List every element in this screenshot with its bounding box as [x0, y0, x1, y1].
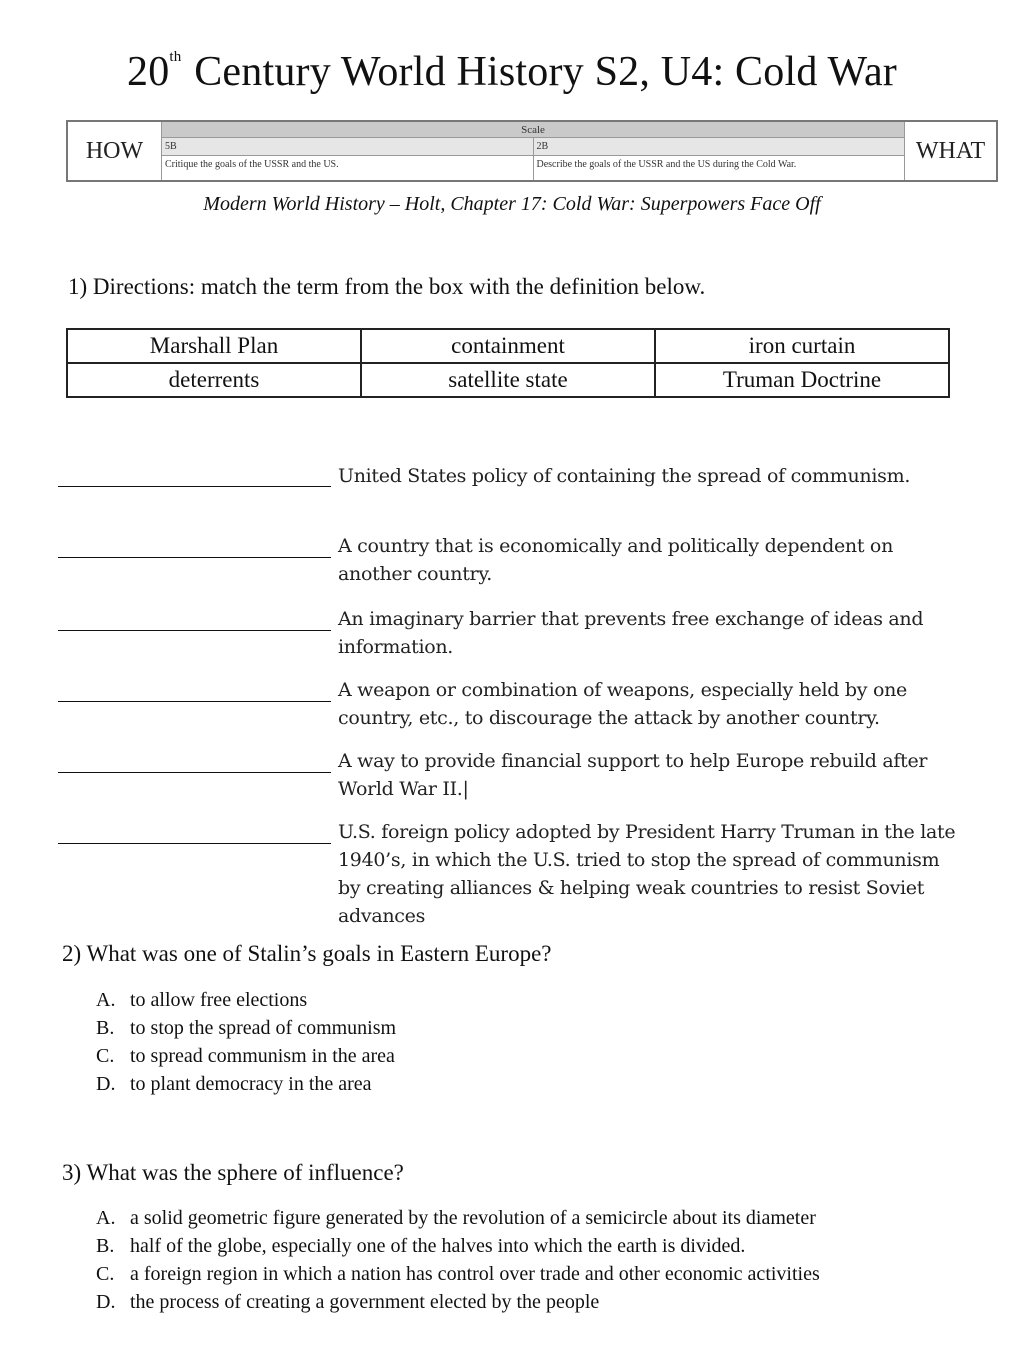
- definition-text: A weapon or combination of weapons, especially held by one country, etc., to discourage the attack by another country.: [338, 679, 907, 729]
- term-cell: Marshall Plan: [67, 329, 361, 363]
- answer-blank[interactable]: [58, 843, 331, 844]
- term-cell: deterrents: [67, 363, 361, 397]
- page-title: [0, 48, 1024, 96]
- choice-letter: C.: [96, 1263, 115, 1285]
- choice-item[interactable]: [96, 1014, 396, 1042]
- choice-item[interactable]: [96, 1070, 396, 1098]
- choice-item[interactable]: [96, 1042, 396, 1070]
- definition-text: U.S. foreign policy adopted by President Harry Truman in the late 1940’s, in which the U.S. tried to stop the spread of communism by creating alliances & helping weak countries to resist Soviet advances: [338, 821, 956, 927]
- scale-codes-row: [162, 138, 904, 156]
- scale-descriptions-row: [162, 156, 904, 180]
- question-choices: [96, 986, 396, 1098]
- question-choices: [96, 1204, 820, 1316]
- scale-code: 2B: [533, 138, 905, 155]
- choice-item[interactable]: [96, 986, 396, 1014]
- answer-blank[interactable]: [58, 486, 331, 487]
- source-citation: Modern World History – Holt, Chapter 17: Cold War: Superpowers Face Off: [203, 193, 821, 215]
- scale-description: Critique the goals of the USSR and the US.: [165, 159, 339, 170]
- definition-text: A country that is economically and politically dependent on another country.: [338, 535, 894, 585]
- choice-text: to spread communism in the area: [130, 1045, 395, 1067]
- scale-description: Describe the goals of the USSR and the US during the Cold War.: [533, 156, 905, 180]
- scale-table: [66, 120, 998, 182]
- choice-letter: D.: [96, 1073, 116, 1095]
- definition-text: An imaginary barrier that prevents free exchange of ideas and information.: [338, 608, 924, 658]
- choice-item[interactable]: [96, 1260, 820, 1288]
- choice-item[interactable]: [96, 1232, 820, 1260]
- choice-letter: D.: [96, 1291, 116, 1313]
- title-text: Century World History S2, U4: Cold War: [183, 49, 897, 95]
- question-prompt: 3) What was the sphere of influence?: [62, 1160, 404, 1185]
- choice-text: to plant democracy in the area: [130, 1073, 372, 1095]
- answer-blank[interactable]: [58, 772, 331, 773]
- section1-directions: 1) Directions: match the term from the box with the definition below.: [68, 274, 706, 299]
- choice-text: half of the globe, especially one of the halves into which the earth is divided.: [130, 1235, 746, 1257]
- title-superscript: th: [169, 49, 182, 65]
- term-cell: containment: [361, 329, 655, 363]
- choice-letter: A.: [96, 1207, 116, 1229]
- term-cell: Truman Doctrine: [655, 363, 949, 397]
- choice-text: to stop the spread of communism: [130, 1017, 397, 1039]
- scale-what-label: WHAT: [915, 137, 986, 164]
- choice-text: a foreign region in which a nation has control over trade and other economic activities: [130, 1263, 820, 1285]
- term-box: [66, 328, 950, 398]
- choice-letter: B.: [96, 1017, 115, 1039]
- choice-text: to allow free elections: [130, 989, 308, 1011]
- term-row: [67, 329, 949, 363]
- term-cell: satellite state: [361, 363, 655, 397]
- choice-item[interactable]: [96, 1204, 820, 1232]
- scale-how-label: HOW: [85, 137, 144, 164]
- choice-text: a solid geometric figure generated by the revolution of a semicircle about its diameter: [130, 1207, 816, 1229]
- scale-center: [161, 122, 905, 180]
- choice-letter: C.: [96, 1045, 115, 1067]
- answer-blank[interactable]: [58, 557, 331, 558]
- choice-item[interactable]: [96, 1288, 820, 1316]
- answer-blank[interactable]: [58, 630, 331, 631]
- scale-heading: Scale: [162, 122, 904, 138]
- term-cell: iron curtain: [655, 329, 949, 363]
- answer-blank[interactable]: [58, 701, 331, 702]
- definition-text: A way to provide financial support to help Europe rebuild after World War II.|: [338, 750, 928, 800]
- choice-letter: B.: [96, 1235, 115, 1257]
- choice-text: the process of creating a government elected by the people: [130, 1291, 600, 1313]
- question-prompt: 2) What was one of Stalin’s goals in Eastern Europe?: [62, 941, 552, 966]
- definition-text: United States policy of containing the spread of communism.: [338, 465, 911, 487]
- scale-code: 5B: [165, 141, 177, 152]
- choice-letter: A.: [96, 989, 116, 1011]
- title-number: 20: [127, 49, 170, 95]
- term-row: [67, 363, 949, 397]
